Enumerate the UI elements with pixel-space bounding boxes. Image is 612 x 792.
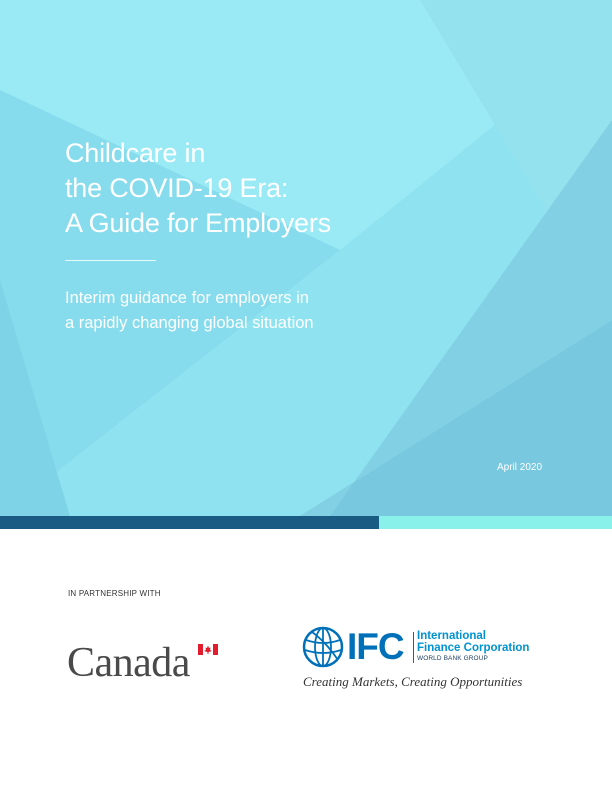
cover-subtitle <box>65 286 314 336</box>
accent-band-light <box>379 516 612 529</box>
canada-wordmark: Canada <box>67 640 190 686</box>
ifc-name-line-1: International <box>417 630 487 642</box>
ifc-full-name <box>417 630 529 654</box>
title-line-1: Childcare in <box>65 138 206 168</box>
world-bank-group-label: WORLD BANK GROUP <box>417 655 488 662</box>
accent-band-dark <box>0 516 379 529</box>
world-bank-globe-icon <box>302 626 344 668</box>
title-line-3: A Guide for Employers <box>65 208 331 238</box>
ifc-tagline: Creating Markets, Creating Opportunities <box>303 674 523 689</box>
title-divider <box>65 260 156 261</box>
publication-date: April 2020 <box>497 462 543 473</box>
ifc-divider <box>413 632 414 663</box>
subtitle-line-1: Interim guidance for employers in <box>65 289 309 307</box>
ifc-name-line-2: Finance Corporation <box>417 642 530 654</box>
canadian-flag-icon <box>198 644 218 655</box>
ifc-logo <box>302 626 552 692</box>
ifc-letters: IFC <box>347 626 404 667</box>
cover-title <box>65 136 331 241</box>
subtitle-line-2: a rapidly changing global situation <box>65 314 314 332</box>
title-line-2: the COVID-19 Era: <box>65 173 289 203</box>
partnership-label: IN PARTNERSHIP WITH <box>68 589 161 598</box>
